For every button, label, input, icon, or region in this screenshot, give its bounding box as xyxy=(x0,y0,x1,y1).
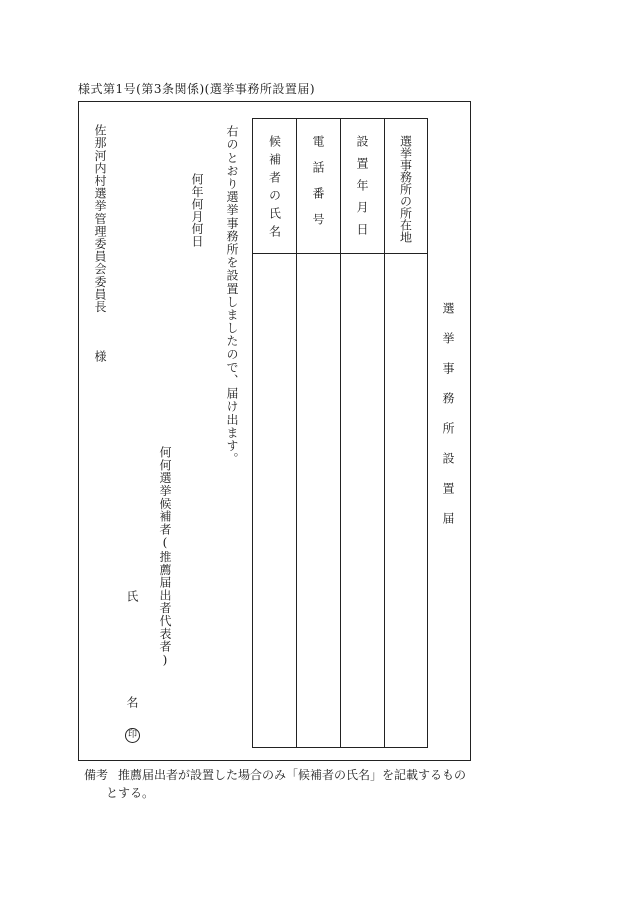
cell-candidate-name[interactable] xyxy=(253,253,296,747)
submitter-role: 何何選挙候補者(推薦届出者代表者) xyxy=(158,446,172,668)
form-title: 選挙事務所設置届 xyxy=(441,302,455,542)
header-setup-date: 設置年月日 xyxy=(355,135,369,245)
form-caption: 様式第1号(第3条関係)(選挙事務所設置届) xyxy=(78,82,315,96)
header-candidate-name: 候補者の氏名 xyxy=(267,135,282,243)
entry-table xyxy=(252,118,428,748)
name-label-second: 名 xyxy=(125,696,139,708)
cell-office-location[interactable] xyxy=(384,253,427,747)
remarks-text-line2: とする。 xyxy=(106,786,155,800)
date-placeholder: 何年何月何日 xyxy=(190,173,204,248)
addressee-name: 佐那河内村選挙管理委員会委員長 xyxy=(93,124,107,313)
seal-mark: 印 xyxy=(125,728,140,743)
notification-statement: 右のとおり選挙事務所を設置しましたので、届け出ます。 xyxy=(225,125,239,466)
addressee-honorific: 様 xyxy=(93,350,107,362)
header-office-location: 選挙事務所の所在地 xyxy=(398,135,413,243)
cell-setup-date[interactable] xyxy=(340,253,384,747)
remarks-text-line1: 推薦届出者が設置した場合のみ「候補者の氏名」を記載するもの xyxy=(118,768,467,782)
remarks-label: 備考 xyxy=(84,768,109,782)
name-label-first: 氏 xyxy=(125,590,139,602)
cell-phone-number[interactable] xyxy=(296,253,340,747)
header-phone-number: 電話番号 xyxy=(311,135,325,239)
